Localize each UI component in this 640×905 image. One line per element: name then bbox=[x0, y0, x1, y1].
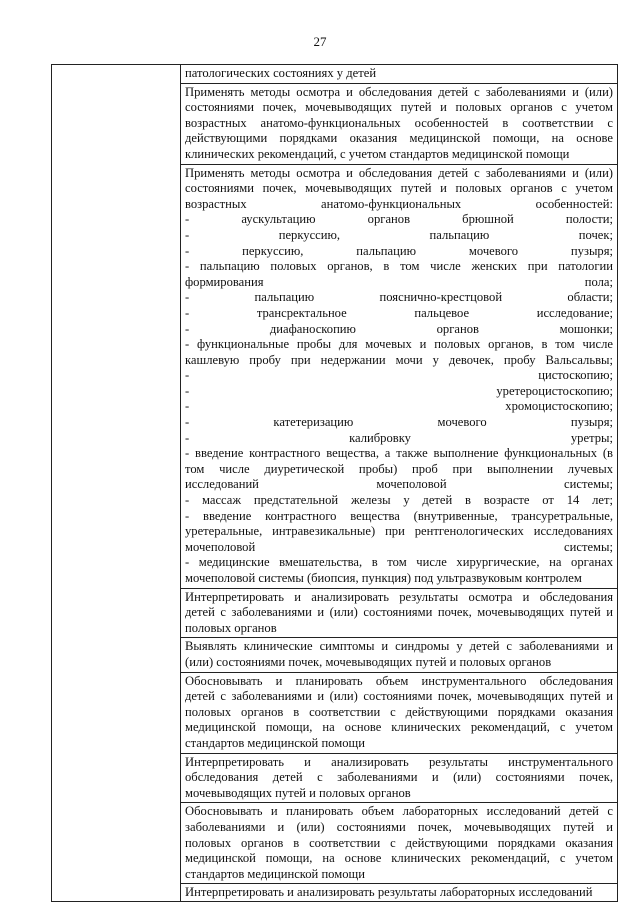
skill-cell bbox=[181, 753, 618, 803]
table-row bbox=[52, 65, 618, 84]
text-line: клинических рекомендаций, с учетом стандартов медицинской помощи bbox=[185, 146, 570, 161]
text-line: - перкуссию, пальпацию мочевого пузыря; bbox=[185, 243, 613, 258]
skill-text bbox=[181, 884, 617, 901]
text-line: стандартов медицинской помощи bbox=[185, 866, 365, 881]
text-line: формирования пола; bbox=[185, 274, 613, 289]
text-line: возрастных анатомо-функциональных особенностей в соответствии с bbox=[185, 115, 613, 130]
text-line: - медицинские вмешательства, в том числе хирургические, на органах bbox=[185, 555, 613, 570]
text-line: - пальпацию половых органов, в том числе женских при патологии bbox=[185, 259, 613, 274]
text-line: - калибровку уретры; bbox=[185, 430, 613, 445]
text-line: (или) состояниями почек, мочевыводящих путей и половых органов bbox=[185, 654, 552, 669]
text-line: - массаж предстательной железы у детей в возрасте от 14 лет; bbox=[185, 493, 613, 508]
text-line: половых органов в соответствии с действующими порядками оказания bbox=[185, 704, 613, 719]
skill-cell bbox=[181, 164, 618, 588]
text-line: - введение контрастного вещества (внутривенные, трансуретральные, bbox=[185, 508, 613, 523]
text-line: исследований мочеполовой системы; bbox=[185, 477, 613, 492]
text-line: медицинской помощи, на основе клинических рекомендаций, с учетом bbox=[185, 851, 613, 866]
text-line: Применять методы осмотра и обследования детей с заболеваниями и (или) bbox=[185, 165, 613, 180]
text-line: кашлевую пробу при недержании мочи у девочек, пробу Вальсальвы; bbox=[185, 352, 613, 367]
text-line: Применять методы осмотра и обследования детей с заболеваниями и (или) bbox=[185, 84, 613, 99]
text-line: - перкуссию, пальпацию почек; bbox=[185, 227, 613, 242]
text-line: уретеральные, интравезикальные) при рентгенологических исследованиях bbox=[185, 524, 613, 539]
text-line: действующими порядками оказания медицинской помощи, на основе bbox=[185, 131, 613, 146]
text-line: - аускультацию органов брюшной полости; bbox=[185, 212, 613, 227]
text-line: мочеполовой системы (биопсия, пункция) под ультразвуковым контролем bbox=[185, 571, 582, 585]
skill-text bbox=[181, 638, 617, 671]
text-line: Обосновывать и планировать объем лабораторных исследований детей с bbox=[185, 804, 613, 819]
text-line: половых органов в соответствии с действующими порядками оказания bbox=[185, 835, 613, 850]
text-line: состояниями почек, мочевыводящих путей и половых органов с учетом bbox=[185, 181, 613, 196]
text-line: патологических состояниях у детей bbox=[185, 66, 377, 80]
text-line: мочевыводящих путей и половых органов bbox=[185, 785, 411, 800]
text-line: - катетеризацию мочевого пузыря; bbox=[185, 415, 613, 430]
skill-cell bbox=[181, 65, 618, 84]
text-line: состояниями почек, мочевыводящих путей и половых органов с учетом bbox=[185, 100, 613, 115]
text-line: - функциональные пробы для мочевых и половых органов, в том числе bbox=[185, 337, 613, 352]
skill-cell bbox=[181, 83, 618, 164]
text-line: Интерпретировать и анализировать результаты осмотра и обследования bbox=[185, 589, 613, 604]
text-line: детей с заболеваниями и (или) состояниями почек, мочевыводящих путей и bbox=[185, 605, 613, 620]
skill-cell bbox=[181, 884, 618, 902]
text-line: Интерпретировать и анализировать результаты лабораторных исследований bbox=[185, 885, 593, 900]
text-line: возрастных анатомо-функциональных особенностей: bbox=[185, 196, 613, 211]
skill-text bbox=[181, 84, 617, 164]
left-column-cell bbox=[52, 65, 181, 902]
skills-table bbox=[51, 64, 618, 902]
skill-text bbox=[181, 803, 617, 883]
text-line: - трансректальное пальцевое исследование; bbox=[185, 305, 613, 320]
text-line: - цистоскопию; bbox=[185, 368, 613, 383]
text-line: - хромоцистоскопию; bbox=[185, 399, 613, 414]
skill-cell bbox=[181, 638, 618, 672]
skill-cell bbox=[181, 588, 618, 638]
text-line: Интерпретировать и анализировать результаты инструментального bbox=[185, 754, 613, 769]
text-line: стандартов медицинской помощи bbox=[185, 735, 365, 750]
page-number: 27 bbox=[313, 34, 327, 49]
skill-text bbox=[181, 65, 617, 83]
skill-text bbox=[181, 165, 617, 588]
skill-text bbox=[181, 589, 617, 638]
text-line: обследования детей с заболеваниями и (или) состояниями почек, bbox=[185, 770, 613, 785]
text-line: медицинской помощи, на основе клинических рекомендаций, с учетом bbox=[185, 720, 613, 735]
skill-text bbox=[181, 754, 617, 803]
text-line: детей с заболеваниями и (или) состояниями почек, мочевыводящих путей и bbox=[185, 689, 613, 704]
text-line: мочеполовой системы; bbox=[185, 539, 613, 554]
text-line: - уретероцистоскопию; bbox=[185, 383, 613, 398]
table-body bbox=[52, 65, 618, 902]
text-line: том числе диуретической пробы) проб при выполнении лучевых bbox=[185, 461, 613, 476]
text-line: Обосновывать и планировать объем инструментального обследования bbox=[185, 673, 613, 688]
text-line: - диафаноскопию органов мошонки; bbox=[185, 321, 613, 336]
text-line: - пальпацию пояснично-крестцовой области; bbox=[185, 290, 613, 305]
skill-cell bbox=[181, 803, 618, 884]
text-line: половых органов bbox=[185, 620, 277, 635]
text-line: - введение контрастного вещества, а также выполнение функциональных (в bbox=[185, 446, 613, 461]
skill-text bbox=[181, 673, 617, 753]
skill-cell bbox=[181, 672, 618, 753]
text-line: Выявлять клинические симптомы и синдромы у детей с заболеваниями и bbox=[185, 639, 613, 654]
text-line: заболеваниями и (или) состояниями почек, мочевыводящих путей и bbox=[185, 819, 613, 834]
